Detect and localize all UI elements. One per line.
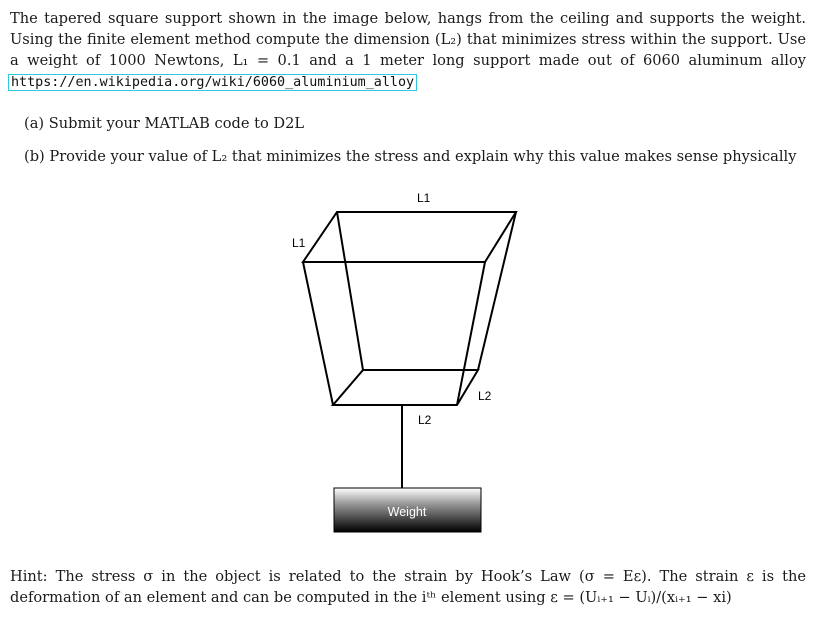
list-item-a-text: Submit your MATLAB code to D2L: [48, 115, 305, 132]
weight-label: Weight: [387, 505, 427, 519]
support-bottom-face: [333, 370, 478, 405]
label-top-l1: L1: [417, 191, 431, 205]
hint-text: Hint: The stress σ in the object is related to the strain by Hook’s Law (σ = Eε). The strain ε is the deformation of an element and can be computed in the iᵗʰ element using ε = (Uᵢ₊₁ − Uᵢ)/(xᵢ₊₁ − xi): [10, 568, 806, 606]
problem-statement-text: The tapered square support shown in the image below, hangs from the ceiling and supports the weight. Using the finite element method compute the dimension (L₂) that minimizes stress within the support. Use a weight of 1000 Newtons, L₁ = 0.1 and a 1 meter long support made out of 6060 aluminum alloy: [10, 10, 806, 69]
support-edge-front-left: [303, 262, 333, 405]
label-left-l1: L1: [292, 236, 306, 250]
support-edge-back-right: [478, 212, 516, 370]
alloy-link[interactable]: https://en.wikipedia.org/wiki/6060_aluminium_alloy: [8, 74, 417, 91]
list-item-a-marker: (a): [24, 115, 45, 132]
support-edge-back-left: [337, 212, 363, 370]
list-item-b-text: Provide your value of L₂ that minimizes the stress and explain why this value makes sense physically: [49, 148, 797, 165]
label-right-l2: L2: [478, 389, 492, 403]
support-top-face: [303, 212, 516, 262]
label-inner-l2: L2: [418, 413, 432, 427]
list-item-b-marker: (b): [24, 148, 45, 165]
